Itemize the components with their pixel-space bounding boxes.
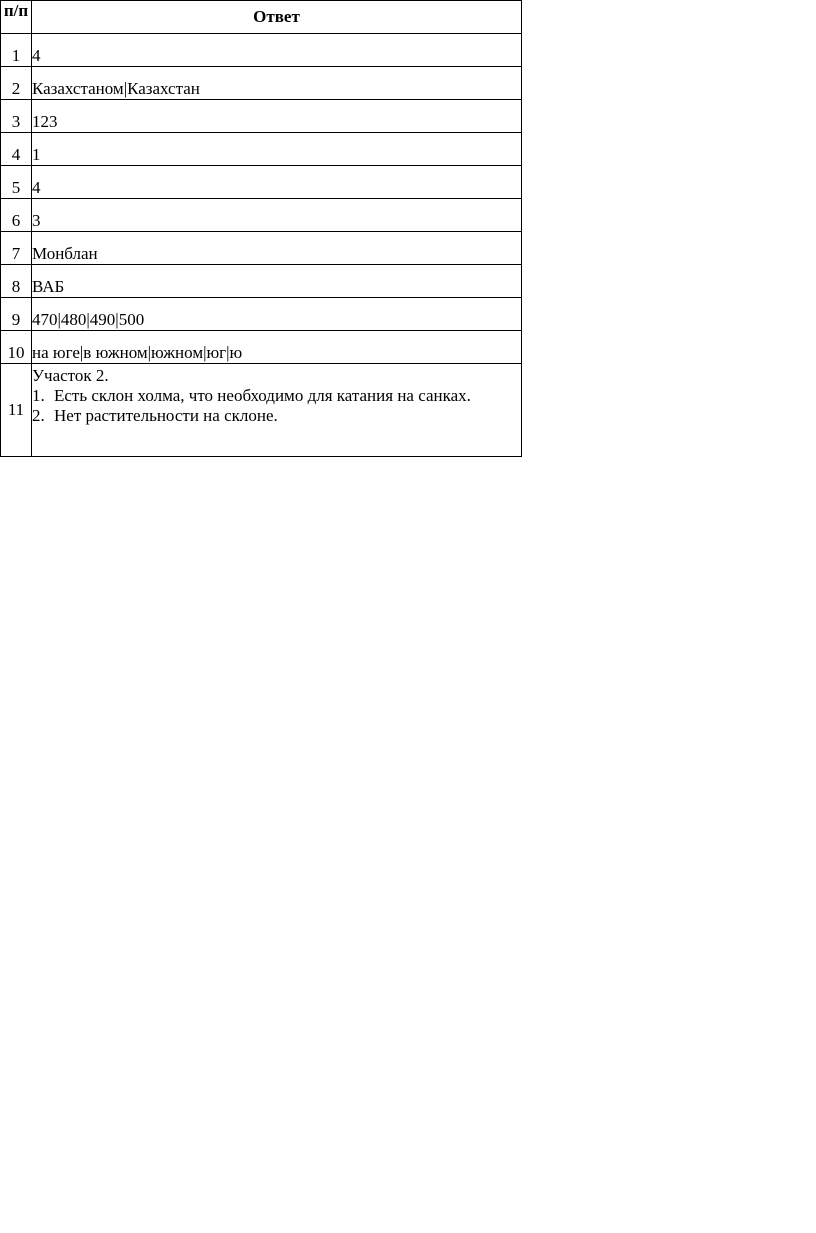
row-answer: Монблан [32,232,522,265]
table-row [1,199,522,232]
row-answer: 3 [32,199,522,232]
header-answer: Ответ [32,1,522,34]
header-row [1,1,522,34]
row-number: 11 [1,364,32,457]
row-number: 8 [1,265,32,298]
row-answer-multiline [32,364,522,457]
row-number: 2 [1,67,32,100]
row-answer: на юге|в южном|южном|юг|ю [32,331,522,364]
row-answer: ВАБ [32,265,522,298]
table-row [1,100,522,133]
table-row [1,166,522,199]
table-row [1,298,522,331]
list-item-text: Есть склон холма, что необходимо для катания на санках. [54,386,471,405]
table-row [1,265,522,298]
row-number: 7 [1,232,32,265]
row-number: 6 [1,199,32,232]
answers-table [0,0,522,457]
answer-title: Участок 2. [32,366,109,385]
table-row-11 [1,364,522,457]
row-number: 3 [1,100,32,133]
row-number: 9 [1,298,32,331]
row-answer: 4 [32,34,522,67]
list-item-text: Нет растительности на склоне. [54,406,278,425]
table-row [1,67,522,100]
row-number: 5 [1,166,32,199]
row-number: 4 [1,133,32,166]
list-marker: 2. [32,406,45,425]
list-marker: 1. [32,386,45,405]
row-answer: 4 [32,166,522,199]
row-answer: Казахстаном|Казахстан [32,67,522,100]
table-row [1,232,522,265]
table-row [1,331,522,364]
table-row [1,34,522,67]
row-number: 1 [1,34,32,67]
answer-list-item [32,406,521,426]
row-answer: 123 [32,100,522,133]
table-row [1,133,522,166]
row-answer: 1 [32,133,522,166]
answer-list-item [32,386,521,406]
row-number: 10 [1,331,32,364]
header-num: п/п [1,1,32,34]
row-answer: 470|480|490|500 [32,298,522,331]
